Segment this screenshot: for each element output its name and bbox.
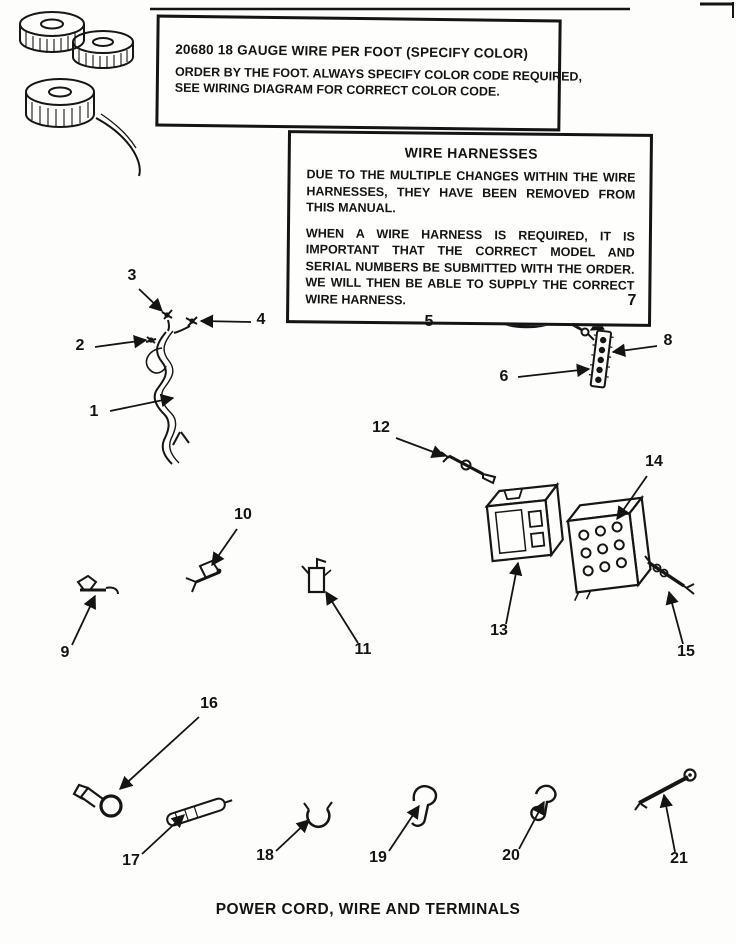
harness-note-para1: DUE TO THE MULTIPLE CHANGES WITHIN THE WIRE HARNESSES, THEY HAVE BEEN REMOVED FROM THIS MANUAL.: [306, 167, 636, 216]
page-title: POWER CORD, WIRE AND TERMINALS: [215, 901, 521, 918]
callout-arrow-9: [72, 596, 95, 645]
callout-16: 16: [200, 695, 218, 712]
wire-note-line2: ORDER BY THE FOOT. ALWAYS SPECIFY COLOR CODE REQUIRED,: [174, 64, 583, 84]
harness-note-box: [286, 130, 653, 327]
harness-note-para2: WHEN A WIRE HARNESS IS REQUIRED, IT IS IMPORTANT THAT THE CORRECT MODEL AND SERIAL NUMBERS BE SUBMITTED WITH THE ORDER. WE WILL THEN BE ABLE TO SUPPLY THE CORRECT WIRE HARNESS.: [305, 225, 636, 307]
part-terminal-10: [186, 561, 221, 592]
part-wire-lead-assembly: [146, 310, 197, 464]
callout-15: 15: [677, 643, 695, 660]
callout-arrow-2: [95, 340, 146, 347]
callout-4: 4: [256, 311, 266, 328]
callout-arrow-16: [120, 717, 199, 789]
callout-arrow-4: [201, 321, 251, 322]
part-terminal-15: [645, 556, 694, 594]
callout-14: 14: [645, 453, 663, 470]
wire-note-title: 20680 18 GAUGE WIRE PER FOOT (SPECIFY COLOR): [175, 41, 529, 62]
callout-17: 17: [122, 852, 140, 869]
part-terminal-clip-11: [302, 559, 331, 592]
callout-18: 18: [256, 847, 274, 864]
part-terminal-9: [78, 576, 118, 594]
callout-2: 2: [75, 337, 85, 354]
callout-10: 10: [234, 506, 252, 523]
callout-13: 13: [490, 622, 508, 639]
callout-3: 3: [127, 267, 137, 284]
callout-arrow-6: [518, 369, 589, 377]
callout-arrow-8: [613, 346, 657, 352]
callout-19: 19: [369, 849, 387, 866]
wire-note-line3: SEE WIRING DIAGRAM FOR CORRECT COLOR CODE.: [174, 81, 500, 99]
callout-arrow-12: [396, 438, 444, 456]
callout-6: 6: [499, 368, 509, 385]
callout-arrow-15: [669, 592, 683, 644]
callout-arrow-13: [506, 563, 518, 624]
callout-1: 1: [89, 403, 99, 420]
part-clamp-18: [304, 802, 332, 827]
callout-20: 20: [502, 847, 520, 864]
wire-note-box: [155, 15, 583, 132]
callout-arrow-11: [326, 592, 358, 643]
callout-8: 8: [663, 332, 673, 349]
wire-spools-illustration: [20, 12, 140, 176]
part-clip-19: [412, 786, 436, 826]
callout-arrow-17: [142, 815, 184, 854]
callout-7: 7: [627, 292, 637, 309]
callout-12: 12: [372, 419, 390, 436]
callout-arrow-19: [389, 806, 419, 851]
part-terminal-7: [576, 326, 594, 340]
callout-9: 9: [60, 644, 70, 661]
callout-arrow-18: [276, 820, 309, 851]
callout-11: 11: [354, 641, 372, 658]
harness-note-title: WIRE HARNESSES: [404, 144, 538, 162]
callout-arrow-3: [139, 289, 162, 311]
callout-5: 5: [424, 313, 434, 330]
part-ring-terminal-16: [74, 785, 121, 816]
part-connector-plug: [485, 485, 564, 561]
callout-arrow-10: [212, 529, 237, 565]
callout-arrow-21: [664, 795, 675, 852]
part-connector-receptacle: [563, 498, 653, 601]
callout-21: 21: [670, 850, 688, 867]
part-terminal-12: [441, 452, 495, 483]
